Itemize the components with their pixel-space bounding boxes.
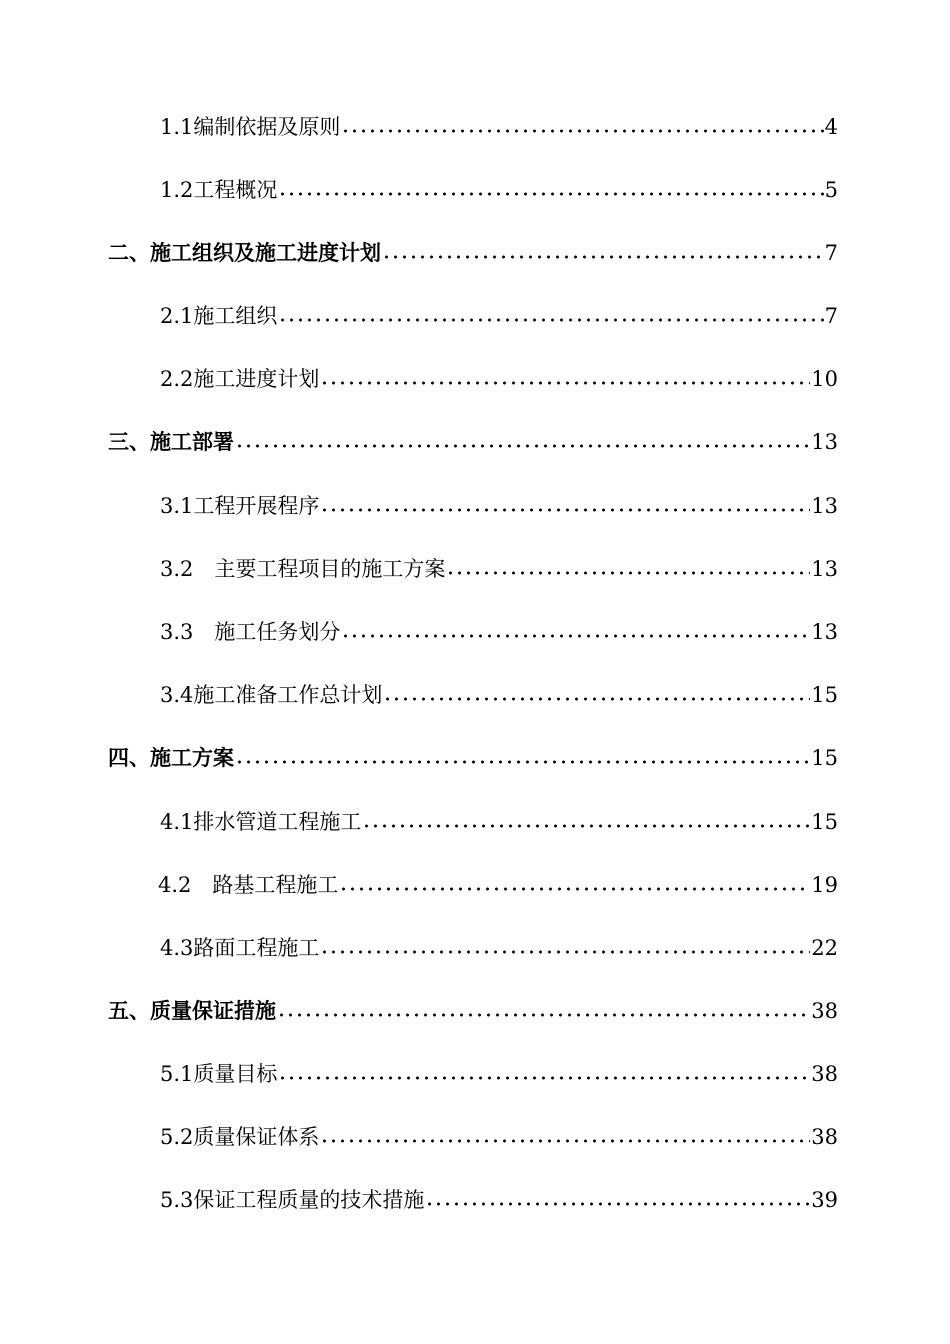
toc-entry-title: 3.3 施工任务划分 [160, 620, 341, 644]
dot-leader [235, 443, 810, 449]
toc-entry-title: 4.3路面工程施工 [160, 936, 320, 960]
toc-entry-page: 38 [811, 1125, 838, 1149]
toc-entry-page: 15 [811, 810, 838, 834]
toc-entry-5-2[interactable] [160, 1121, 838, 1153]
toc-entry-page: 15 [811, 683, 838, 707]
toc-entry-title: 1.1编制依据及原则 [160, 115, 341, 139]
toc-entry-5-1[interactable] [160, 1058, 838, 1090]
toc-entry-page: 4 [824, 115, 838, 139]
toc-entry-title: 3.2 主要工程项目的施工方案 [160, 557, 446, 581]
toc-entry-page: 7 [824, 241, 838, 265]
dot-leader [341, 128, 823, 134]
dot-leader [278, 317, 823, 323]
dot-leader [383, 696, 810, 702]
dot-leader [320, 507, 810, 513]
toc-entry-page: 19 [811, 873, 838, 897]
toc-entry-3-3[interactable] [160, 616, 838, 648]
toc-entry-1-2[interactable] [160, 174, 838, 206]
toc-entry-title: 1.2工程概况 [160, 178, 278, 202]
dot-leader [320, 949, 810, 955]
toc-entry-3-1[interactable] [160, 490, 838, 522]
dot-leader [341, 633, 810, 639]
toc-entry-2-1[interactable] [160, 300, 838, 332]
dot-leader [362, 823, 810, 829]
toc-entry-title: 4.1排水管道工程施工 [160, 810, 362, 834]
toc-entry-page: 38 [811, 999, 838, 1023]
toc-entry-2-2[interactable] [160, 363, 838, 395]
toc-entry-1-1[interactable] [160, 111, 838, 143]
toc-entry-page: 15 [811, 746, 838, 770]
toc-entry-title: 2.2施工进度计划 [160, 367, 320, 391]
toc-entry-3-2[interactable] [160, 553, 838, 585]
toc-entry-4-1[interactable] [160, 806, 838, 838]
toc-entry-page: 22 [811, 936, 838, 960]
dot-leader [278, 1075, 810, 1081]
toc-entry-title: 5.1质量目标 [160, 1062, 278, 1086]
toc-entry-title: 4.2 路基工程施工 [158, 873, 339, 897]
toc-entry-title: 2.1施工组织 [160, 304, 278, 328]
toc-entry-page: 13 [811, 620, 838, 644]
toc-chapter-title: 五、质量保证措施 [108, 999, 276, 1023]
toc-entry-page: 13 [811, 494, 838, 518]
dot-leader [320, 380, 810, 386]
dot-leader [339, 886, 810, 892]
toc-entry-title: 5.3保证工程质量的技术措施 [160, 1188, 425, 1212]
toc-entry-4-3[interactable] [160, 932, 838, 964]
toc-chapter-title: 三、施工部署 [108, 430, 234, 454]
toc-entry-5-3[interactable] [160, 1184, 838, 1216]
toc-entry-3-4[interactable] [160, 679, 838, 711]
toc-entry-page: 5 [824, 178, 838, 202]
toc-entry-page: 39 [811, 1188, 838, 1212]
dot-leader [382, 254, 824, 260]
toc-chapter-3[interactable] [108, 426, 838, 458]
toc-chapter-2[interactable] [108, 237, 838, 269]
toc-entry-4-2[interactable] [158, 869, 838, 901]
dot-leader [425, 1201, 810, 1207]
dot-leader [278, 191, 823, 197]
toc-entry-page: 13 [811, 557, 838, 581]
toc-entry-page: 7 [824, 304, 838, 328]
dot-leader [320, 1138, 810, 1144]
toc-entry-title: 5.2质量保证体系 [160, 1125, 320, 1149]
toc-chapter-4[interactable] [108, 742, 838, 774]
toc-entry-page: 13 [811, 430, 838, 454]
dot-leader [235, 759, 810, 765]
dot-leader [446, 570, 810, 576]
toc-chapter-5[interactable] [108, 995, 838, 1027]
toc-chapter-title: 四、施工方案 [108, 746, 234, 770]
toc-entry-title: 3.1工程开展程序 [160, 494, 320, 518]
dot-leader [277, 1012, 810, 1018]
toc-entry-title: 3.4施工准备工作总计划 [160, 683, 383, 707]
toc-entry-page: 10 [811, 367, 838, 391]
toc-entry-page: 38 [811, 1062, 838, 1086]
toc-chapter-title: 二、施工组织及施工进度计划 [108, 241, 381, 265]
